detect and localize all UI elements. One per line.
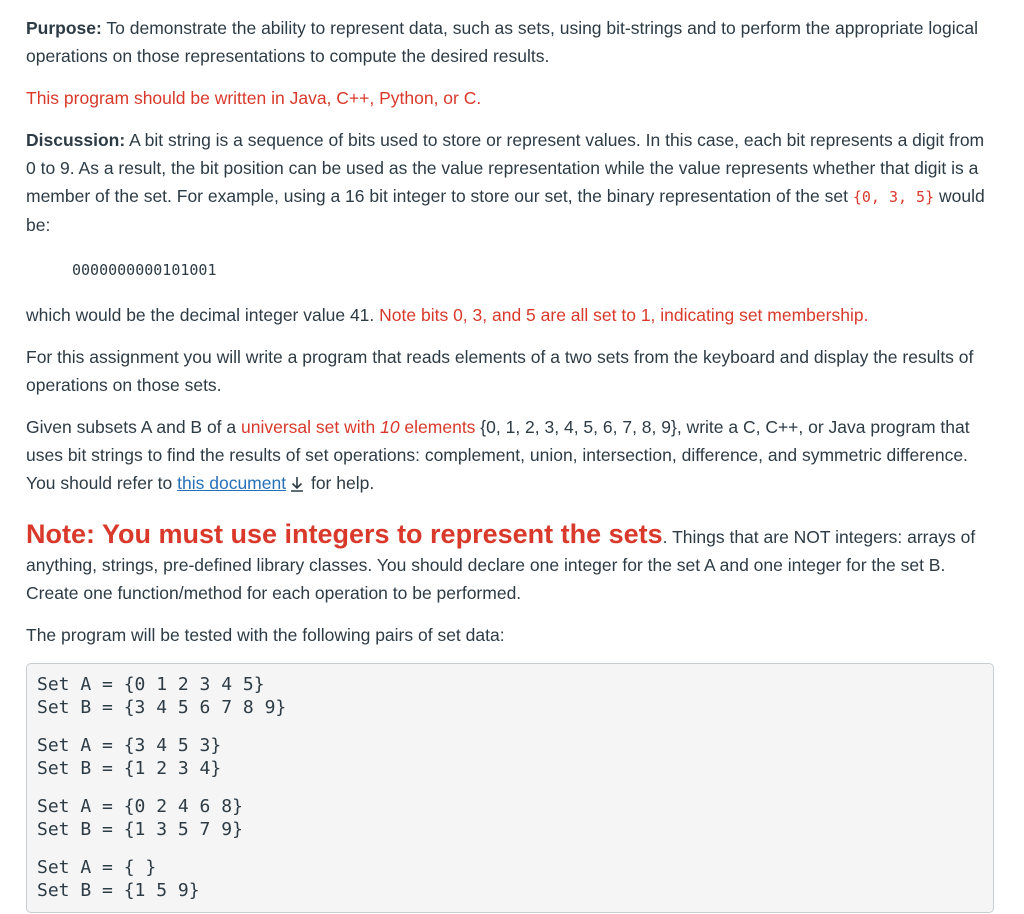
integer-note-text: . Things that are NOT integers: arrays of anything, strings, pre-defined library classes. You should declare one integer for the set A and one integer for the set B. Create one function/method for each operation to be performed. [26,527,976,603]
set-b-line: Set B = {1 3 5 7 9} [37,818,243,840]
purpose-label: Purpose: [26,18,102,38]
test-data-block [26,663,994,913]
decimal-paragraph [26,301,998,329]
discussion-after: would be: [26,186,985,235]
membership-note: Note bits 0, 3, and 5 are all set to 1, indicating set membership. [379,305,869,325]
test-pair [37,735,983,780]
binary-example: 0000000000101001 [72,261,217,279]
purpose-paragraph [26,14,998,70]
example-set-code: {0, 3, 5} [852,188,935,206]
universal-set-highlight [241,417,475,437]
set-a-line: Set A = {0 2 4 6 8} [37,796,243,817]
given-tail: for help. [306,473,375,493]
set-a-line: Set A = { } [37,857,157,878]
universal-set-count: 10 [380,417,400,437]
document-link[interactable]: this document [177,473,287,493]
set-b-line: Set B = {1 5 9} [37,879,200,901]
assignment-paragraph: For this assignment you will write a program that reads elements of a two sets from the keyboard and display the results of operations on those sets. [26,347,974,395]
discussion-text: A bit string is a sequence of bits used to store or represent values. In this case, each bit represents a digit from 0 to 9. As a result, the bit position can be used as the value representation while the value represents whether that digit is a member of the set. For example, using a 16 bit integer to store our set, the binary representation of the set [26,130,985,206]
discussion-paragraph [26,126,998,239]
note-paragraph [26,520,998,607]
test-intro: The program will be tested with the following pairs of set data: [26,625,505,645]
download-arrow-icon[interactable] [290,472,304,500]
test-pair [37,674,983,719]
language-note: This program should be written in Java, C++, Python, or C. [26,88,482,108]
set-b-line: Set B = {3 4 5 6 7 8 9} [37,696,287,718]
purpose-text: To demonstrate the ability to represent data, such as sets, using bit-strings and to perform the appropriate logical operations on those representations to compute the desired results. [26,18,978,66]
decimal-text: which would be the decimal integer value 41. [26,305,380,325]
discussion-label: Discussion: [26,130,126,150]
set-b-line: Set B = {1 2 3 4} [37,757,222,779]
given-paragraph [26,413,998,500]
test-pair [37,796,983,841]
given-before: Given subsets A and B of a [26,417,241,437]
universal-set-text: universal set with [241,417,381,437]
integer-note-heading: Note: You must use integers to represent the sets [26,519,663,549]
test-pair [37,857,983,902]
set-a-line: Set A = {0 1 2 3 4 5} [37,674,265,695]
given-after: {0, 1, 2, 3, 4, 5, 6, 7, 8, 9}, write a C, C++, or Java program that uses bit strings to find the results of set operations: complement, union, intersection, difference, and symmetric difference. You should refer to [26,417,970,493]
set-a-line: Set A = {3 4 5 3} [37,735,222,756]
universal-set-elements: elements [399,417,476,437]
